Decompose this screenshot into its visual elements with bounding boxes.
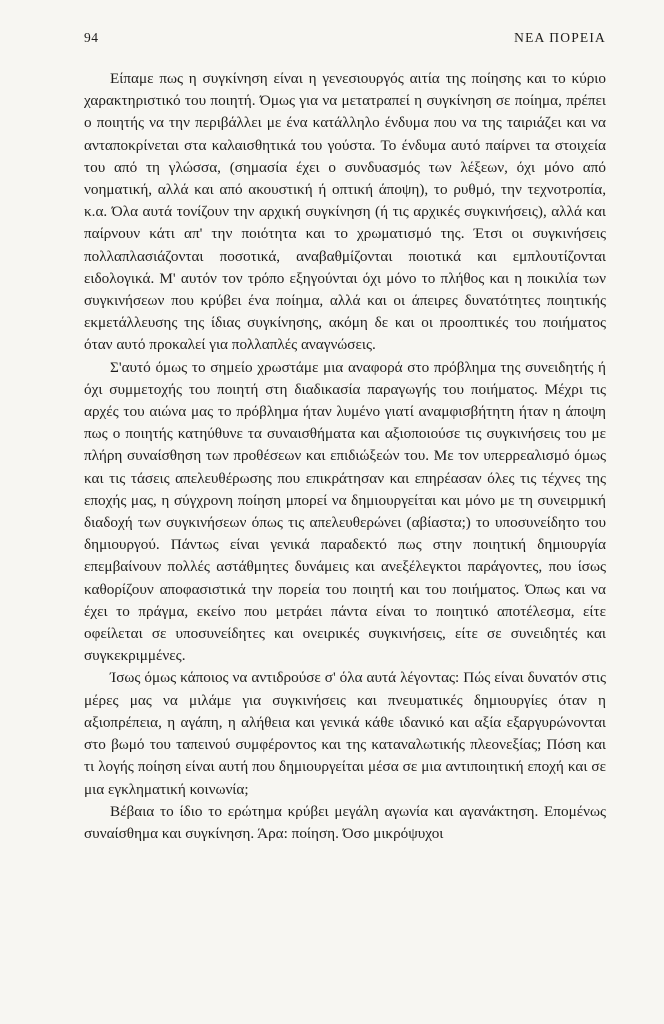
- running-head: ΝΕΑ ΠΟΡΕΙΑ: [514, 30, 606, 45]
- body-text: [84, 68, 606, 845]
- paragraph: Είπαμε πως η συγκίνηση είναι η γενεσιουργός αιτία της ποίησης και το κύριο χαρακτηριστικό του ποιητή. Όμως για να μετατραπεί η συγκίνηση σε ποίημα, πρέπει ο ποιητής να την περιβάλλει με ένα κατάλληλο ένδυμα που να της ταιριάζει και να ανταποκρίνεται στα καλαισθητικά του γούστα. Το ένδυμα αυτό παίρνει τα στοιχεία του από τη γλώσσα, (σημασία έχει ο συνδυασμός των λέξεων, όχι μόνο από νοηματική, αλλά και από ακουστική ή οπτική άποψη), το ρυθμό, την τεχνοτροπία, κ.α. Όλα αυτά τονίζουν την αρχική συγκίνηση (ή τις αρχικές συγκινήσεις), αλλά και παίρνουν κάτι απ' την ποιότητα και το χρωματισμό της. Έτσι οι συγκινήσεις πολλαπλασιάζονται ποσοτικά, αναβαθμίζονται ποιοτικά και εμπλουτίζονται ειδολογικά. Μ' αυτόν τον τρόπο εξηγούνται όχι μόνο το πλήθος και η ποικιλία των συγκινήσεων που κρύβει ένα ποίημα, αλλά και οι άπειρες δυνατότητες ποιητικής εκμετάλλευσης της ίδιας συγκίνησης, ακόμη δε και οι προοπτικές του ποιήματος όταν αυτό προκαλεί για πολλαπλές αναγνώσεις.: [84, 70, 606, 354]
- paragraph: Βέβαια το ίδιο το ερώτημα κρύβει μεγάλη αγωνία και αγανάκτηση. Επομένως συναίσθημα και συγκίνηση. Άρα: ποίηση. Όσο μικρόψυχοι: [84, 802, 606, 842]
- paragraph: Ίσως όμως κάποιος να αντιδρούσε σ' όλα αυτά λέγοντας: Πώς είναι δυνατόν στις μέρες μας να μιλάμε για συγκινήσεις και πνευματικές δημιουργίες όταν η αξιοπρέπεια, η αγάπη, η αλήθεια και γενικά κάθε ιδανικό και αξία εξαργυρώνονται στο βωμό του ταπεινού συμφέροντος και της καταναλωτικής πλεονεξίας; Πόση και τι λογής ποίηση είναι αυτή που δημιουργείται μέσα σε μια αντιποιητική εποχή και σε μια εγκληματική κοινωνία;: [84, 669, 606, 798]
- page-number: 94: [84, 30, 99, 45]
- page-header: [84, 30, 606, 46]
- paragraph: Σ'αυτό όμως το σημείο χρωστάμε μια αναφορά στο πρόβλημα της συνειδητής ή όχι συμμετοχής του ποιητή στη διαδικασία παραγωγής του ποιήματος. Μέχρι τις αρχές του αιώνα μας το πρόβλημα ήταν λυμένο γιατί αναμφισβήτητη ήταν η άποψη πως ο ποιητής κατηύθυνε τα συναισθήματα και αξιοποιούσε τις συγκινήσεις του με πλήρη συναίσθηση των προθέσεων και επιδιώξεών του. Με τον υπερρεαλισμό όμως και τις τάσεις απελευθέρωσης που επικράτησαν και επηρέασαν όλες τις τέχνες της εποχής μας, η σύγχρονη ποίηση μπορεί να δημιουργείται και μόνο με τη συνειρμική διαδοχή των συγκινήσεων όπως τις απελευθερώνει (αβίαστα;) το υποσυνείδητο του δημιουργού. Πάντως είναι γενικά παραδεκτό πως στην ποιητική δημιουργία επεμβαίνουν πολλές αστάθμητες δυνάμεις και ανεξέλεγκτοι παράγοντες, που ίσως καθορίζουν αποφασιστικά την πορεία του ποιητή και του ποιήματος. Όπως και να έχει το πράγμα, εκείνο που μετράει πάντα είναι το ποιητικό αποτέλεσμα, είτε οφείλεται σε υποσυνείδητες και ονειρικές συγκινήσεις, είτε σε συνειδητές και συγκεκριμμένες.: [84, 358, 606, 665]
